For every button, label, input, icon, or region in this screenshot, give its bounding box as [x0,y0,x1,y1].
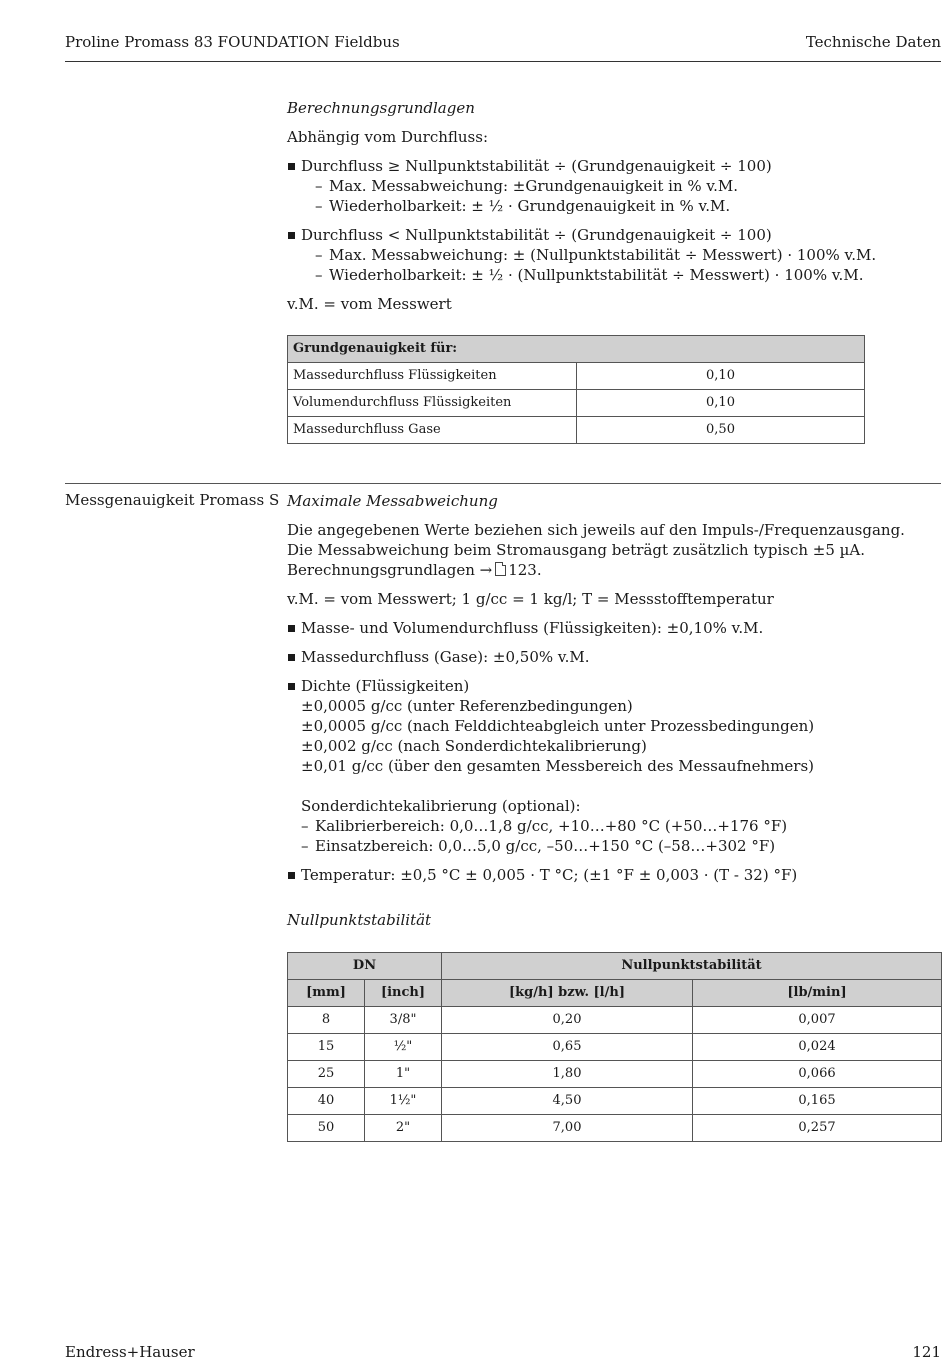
section-heading: Maximale Messabweichung [287,492,498,510]
table-row: 8 3/8" 0,20 0,007 [288,1007,942,1034]
zero-stability-table [287,952,942,1142]
sub-item: – Max. Messabweichung: ± (Nullpunktstabilität ÷ Messwert) · 100% v.M. [315,246,877,264]
table-header: [lb/min] [693,980,942,1007]
list-item: Masse- und Volumendurchfluss (Flüssigkeiten): ±0,10% v.M. [287,618,941,638]
side-label: Messgenauigkeit Promass S [65,491,280,509]
sub-item: – Wiederholbarkeit: ± ½ · (Nullpunktstabilität ÷ Messwert) · 100% v.M. [315,266,864,284]
list-item: Massedurchfluss (Gase): ±0,50% v.M. [287,647,941,667]
table-cell: 0,10 [577,363,865,390]
table-cell: Massedurchfluss Gase [288,417,577,444]
table-header: [mm] [288,980,365,1007]
accuracy-table [287,335,865,444]
section-berechnungsgrundlagen [287,98,941,444]
subsection-heading: Nullpunktstabilität [287,911,432,929]
table-cell: 0,10 [577,390,865,417]
table-cell: Volumendurchfluss Flüssigkeiten [288,390,577,417]
header-title: Proline Promass 83 FOUNDATION Fieldbus [65,33,400,51]
sub-item: – Max. Messabweichung: ±Grundgenauigkeit in % v.M. [315,177,738,195]
section-heading: Berechnungsgrundlagen [287,99,475,117]
table-header: [inch] [365,980,442,1007]
table-header: DN [288,953,442,980]
paragraph: Die angegebenen Werte beziehen sich jeweils auf den Impuls-/Frequenzausgang. Die Messabweichung beim Stromausgang beträgt zusätzlich typisch ±5 µA. Berechnungsgrundlagen → 123. [287,521,905,579]
bullet-text: Durchfluss < Nullpunktstabilität ÷ (Grundgenauigkeit ÷ 100) [301,226,772,244]
sub-item: – Kalibrierbereich: 0,0…1,8 g/cc, +10…+80 °C (+50…+176 °F) [301,817,788,835]
table-header: Nullpunktstabilität [442,953,942,980]
page-header [65,33,941,62]
page-number: 121 [912,1343,941,1361]
section-messgenauigkeit [287,491,941,1142]
list-item: Dichte (Flüssigkeiten) ±0,0005 g/cc (unter Referenzbedingungen) ±0,0005 g/cc (nach Felddichteabgleich unter Prozessbedingungen) ±0,002 g/cc (nach Sonderdichtekalibrierung) ±0,01 g/cc (über den gesamten Messbereich des Messaufnehmers) Sonderdichtekalibrierung (optional): – Kalibrierbereich: 0,0…1,8 g/cc, +10…+80 °C (+50…+176 °F) – Einsatzbereich: 0,0…5,0 g/cc, –50…+150 °C (–58…+302 °F) [287,676,941,856]
table-header: Grundgenauigkeit für: [288,336,865,363]
sub-item: – Einsatzbereich: 0,0…5,0 g/cc, –50…+150 °C (–58…+302 °F) [301,837,776,855]
table-row [288,363,865,390]
table-header: [kg/h] bzw. [l/h] [442,980,693,1007]
abbreviation-note: v.M. = vom Messwert; 1 g/cc = 1 kg/l; T = Messstofftemperatur [287,590,774,608]
bullet-text: Durchfluss ≥ Nullpunktstabilität ÷ (Grundgenauigkeit ÷ 100) [301,157,772,175]
table-row [288,390,865,417]
table-cell: 0,50 [577,417,865,444]
table-row: 40 1½" 4,50 0,165 [288,1088,942,1115]
abbreviation-note: v.M. = vom Messwert [287,295,452,313]
page-reference-icon [495,562,506,576]
intro-text: Abhängig vom Durchfluss: [287,128,488,146]
sub-item: – Wiederholbarkeit: ± ½ · Grundgenauigkeit in % v.M. [315,197,731,215]
table-row: 25 1" 1,80 0,066 [288,1061,942,1088]
header-section: Technische Daten [805,33,941,51]
table-cell: Massedurchfluss Flüssigkeiten [288,363,577,390]
list-item: Temperatur: ±0,5 °C ± 0,005 · T °C; (±1 °F ± 0,003 · (T - 32) °F) [287,865,941,885]
list-item [287,156,941,216]
footer-brand: Endress+Hauser [65,1343,195,1361]
table-row [288,417,865,444]
section-divider [65,483,941,484]
table-row: 15 ½" 0,65 0,024 [288,1034,942,1061]
table-row: 50 2" 7,00 0,257 [288,1115,942,1142]
list-item [287,225,941,285]
